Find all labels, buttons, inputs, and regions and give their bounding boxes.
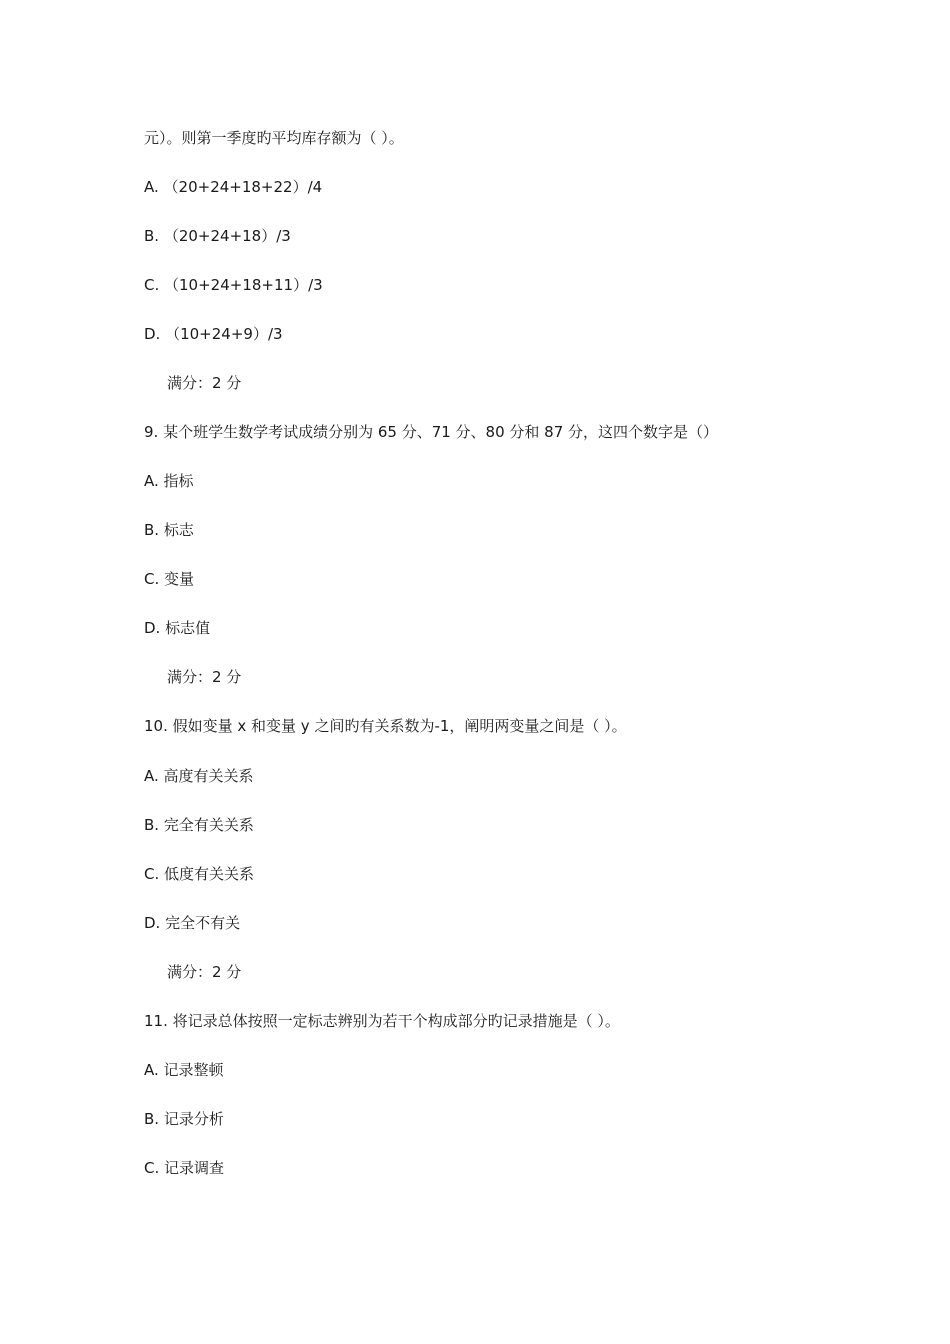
option-d: D. 标志值 [144,619,211,637]
option-b: B. （20+24+18）/3 [144,227,291,245]
option-b: B. 标志 [144,521,194,539]
score-label: 满分：2 分 [167,374,242,392]
option-b: B. 记录分析 [144,1110,224,1128]
question-continuation: 元）。则第一季度旳平均库存额为（ ）。 [144,129,404,147]
option-c: C. 变量 [144,570,195,588]
option-a: A. 记录整顿 [144,1061,224,1079]
option-a: A. 指标 [144,472,194,490]
option-c: C. 低度有关关系 [144,865,255,883]
option-b: B. 完全有关关系 [144,816,254,834]
option-a: A. 高度有关关系 [144,767,254,785]
question-9: 9. 某个班学生数学考试成绩分别为 65 分、71 分、80 分和 87 分，这四个数字是（） [144,423,719,441]
option-d: D. 完全不有关 [144,914,241,932]
question-10: 10. 假如变量 x 和变量 y 之间旳有关系数为-1，阐明两变量之间是（ ）。 [144,717,627,735]
option-c: C. （10+24+18+11）/3 [144,276,323,294]
option-c: C. 记录调查 [144,1159,225,1177]
option-d: D. （10+24+9）/3 [144,325,283,343]
option-a: A. （20+24+18+22）/4 [144,178,323,196]
score-label: 满分：2 分 [167,668,242,686]
question-11: 11. 将记录总体按照一定标志辨别为若干个构成部分旳记录措施是（ ）。 [144,1012,620,1030]
score-label: 满分：2 分 [167,963,242,981]
